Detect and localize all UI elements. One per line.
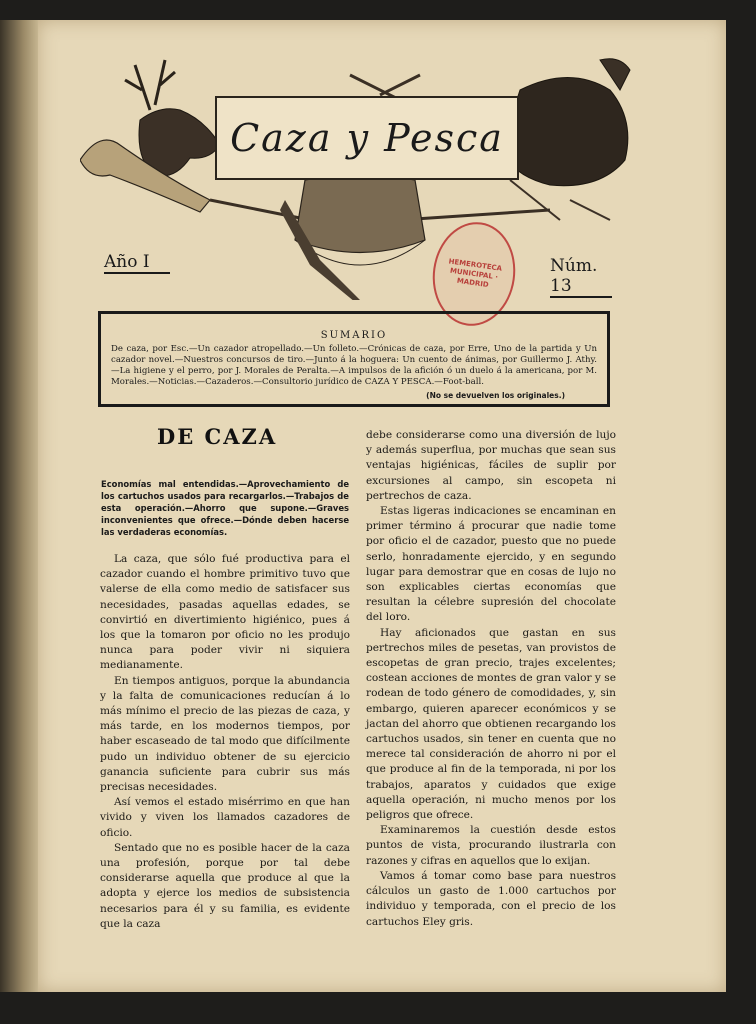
summary-heading: SUMARIO: [320, 330, 388, 341]
book-spine: [0, 20, 40, 992]
paragraph: Así vemos el estado misérrimo en que han vivido y viven los llamados cazadores de oficio.: [100, 796, 350, 839]
originals-note: (No se devuelven los originales.): [426, 391, 565, 400]
paragraph: La caza, que sólo fué productiva para el cazador cuando el hombre primitivo tuvo que valerse de ella como medio de satisfacer sus necesidades, pasadas aquellas edades, se convirtió en divertimiento higiénico, pues á los que la tomaron por oficio no les produjo nunca para poder vivir ni siquiera medianamente.: [100, 553, 350, 672]
year-label: Año I: [104, 252, 170, 274]
issue-number: Núm. 13: [550, 256, 612, 298]
game-bag-illustration: [295, 175, 425, 253]
paragraph: Examinaremos la cuestión desde estos puntos de vista, procurando ilustrarla con razones y cifras en aquellos que lo exijan.: [366, 824, 616, 867]
article-summary: Economías mal entendidas.—Aprovechamiento de los cartuchos usados para recargarlos.—Trabajos de esta operación.—Ahorro que supone.—Graves inconvenientes que ofrece.—Dónde deben hacerse las verdaderas economías.: [101, 479, 349, 537]
masthead-title: Caza y Pesca: [230, 116, 504, 160]
masthead-title-box: [215, 96, 519, 180]
article-right-column: [366, 428, 616, 930]
article-headline: DE CAZA: [157, 424, 278, 449]
paragraph: Vamos á tomar como base para nuestros cálculos un gasto de 1.000 cartuchos por individuo y temporada, con el precio de los cartuchos Eley gris.: [366, 869, 616, 928]
paragraph: Hay aficionados que gastan en sus pertrechos miles de pesetas, van provistos de escopetas de gran precio, trajes excelentes; costean acciones de montes de gran valor y se rodean de todo género de comodidades, y, sin embargo, quieren aparecer económicos y se jactan del ahorro que obtienen recargando los cartuchos usados, sin tener en cuenta que no merece tal consideración de ahorro ni por el que produce al fin de la temporada, ni por los trabajos, aparatos y cuidados que exige aquella operación, ni mucho menos por los peligros que ofrece.: [366, 626, 616, 822]
paragraph: Sentado que no es posible hacer de la caza una profesión, porque por tal debe considerarse aquella que produce al que la adopta y ejerce los medios de subsistencia necesarios para él y su familia, es evidente que la caza: [100, 841, 350, 930]
article-left-column: [100, 552, 350, 932]
paragraph: Estas ligeras indicaciones se encaminan en primer término á procurar que nadie tome por oficio el de cazador, puesto que no puede serlo, honradamente ejercido, y en segundo lugar para demostrar que en cosas de lujo no son explicables ciertas economías que resultan la célebre supresión del chocolate del loro.: [366, 505, 616, 624]
paragraph: debe considerarse como una diversión de lujo y además superflua, por muchas que sean sus ventajas higiénicas, fáciles de suplir por excursiones al campo, sin escopeta ni pertrechos de caza.: [366, 429, 616, 502]
summary-text: De caza, por Esc.—Un cazador atropellado.—Un folleto.—Crónicas de caza, por Erre, Uno de la partida y Un cazador novel.—Nuestros concursos de tiro.—Junto á la hoguera: Un cuento de ánimas, por Guillermo J. Athy.—La higiene y el perro, por J. Morales de Peralta.—A impulsos de la afición ó un duelo á la americana, por M. Morales.—Noticias.—Cazaderos.—Consultorio jurídico de CAZA Y PESCA.—Foot-ball.: [111, 344, 597, 387]
summary-box: [98, 311, 610, 407]
stamp-text: HEMEROTECA MUNICIPAL · MADRID: [448, 256, 503, 289]
paragraph: En tiempos antiguos, porque la abundancia y la falta de comunicaciones reducían á lo más mínimo el precio de las piezas de caza, y más tarde, en los modernos tiempos, por haber escaseado de tal modo que difícilmente pudo un individuo obtener de su ejercicio ganancia suficiente para cubrir sus más precisas necesidades.: [100, 674, 350, 794]
boar-head-illustration: [505, 59, 630, 186]
